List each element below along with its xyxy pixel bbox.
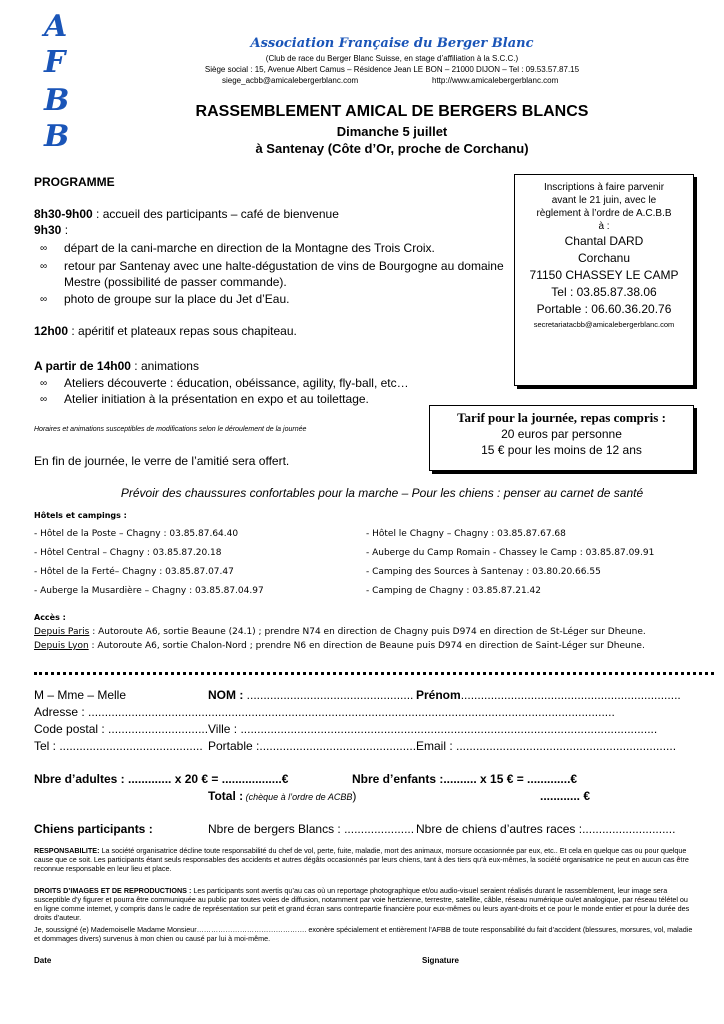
acces-lyon: Depuis Lyon : Autoroute A6, sortie Chalon-Nord ; prendre N6 en direction de Beaune puis D974 en direction de Saint-Léger sur Dheune.: [34, 641, 645, 651]
bullet-icon: ∞: [40, 294, 48, 305]
tarif-child: 15 € pour les moins de 12 ans: [481, 443, 642, 457]
soussigne-text: Je, soussigné (e) Mademoiselle Madame Monsieur………………………………………. exonère spécialement et entièrement l’AFBB de toute responsabilité du fait d’accident (blessures, morsures, vol, maladie et dommages divers) survenus à mon chien ou causé par lui à moi-même.: [34, 925, 693, 943]
logo-letter-b2: B: [44, 119, 70, 154]
signature-label: Signature: [422, 956, 459, 965]
programme-note: Horaires et animations susceptibles de modifications selon le déroulement de la journée: [34, 426, 307, 433]
logo-letter-a: A: [44, 9, 68, 44]
tarif-box: [429, 405, 694, 471]
programme-end: En fin de journée, le verre de l’amitié sera offert.: [34, 454, 290, 468]
tarif-adult: 20 euros par personne: [501, 427, 622, 441]
inscriptions-line-3: règlement à l’ordre de A.C.B.B: [536, 208, 672, 219]
nbre-enfants-field[interactable]: Nbre d’enfants :.......... x 15 € = .............€: [352, 772, 578, 786]
inscriptions-box: [514, 174, 694, 386]
acces-heading: Accès :: [34, 613, 66, 622]
programme-item-4: A partir de 14h00 : animations: [34, 359, 199, 373]
programme-bullet-2: retour par Santenay avec une halte-dégustation de vins de Bourgogne au domaine: [64, 259, 504, 273]
chiens-label: Chiens participants :: [34, 822, 153, 836]
programme-bullet-4: Ateliers découverte : éducation, obéissance, agility, fly-ball, etc…: [64, 376, 409, 390]
inscriptions-email: secretariatacbb@amicalebergerblanc.com: [533, 320, 675, 329]
programme-heading: PROGRAMME: [34, 175, 115, 189]
association-website: http://www.amicalebergerblanc.com: [432, 76, 559, 85]
inscriptions-portable: Portable : 06.60.36.20.76: [536, 302, 672, 316]
tarif-title: Tarif pour la journée, repas compris :: [457, 410, 666, 425]
hotel-right-4: - Camping de Chagny : 03.85.87.21.42: [366, 586, 541, 596]
cut-line: [34, 672, 714, 675]
programme-item-2: 9h30 :: [34, 223, 69, 237]
inscriptions-tel: Tel : 03.85.87.38.06: [551, 285, 657, 299]
total-amount[interactable]: ............ €: [540, 789, 591, 803]
portable-field[interactable]: Portable :...............................................: [208, 739, 417, 753]
email-field[interactable]: Email : ..................................................................: [416, 739, 677, 753]
date-label: Date: [34, 956, 52, 965]
programme-bullet-3: photo de groupe sur la place du Jet d’Eau.: [64, 292, 290, 306]
event-date: Dimanche 5 juillet: [336, 124, 448, 139]
programme-bullet-2b: Mestre (possibilité de passer commande).: [64, 275, 287, 289]
bullet-icon: ∞: [40, 378, 48, 389]
association-address: Siège social : 15, Avenue Albert Camus – Résidence Jean LE BON – 21000 DIJON – Tel : 09.53.57.87.15: [204, 65, 580, 74]
ville-field[interactable]: Ville : .............................................................................................................................: [208, 722, 658, 736]
hotels-heading: Hôtels et campings :: [34, 511, 127, 520]
adresse-field[interactable]: Adresse : ..............................................................................................................................................................: [34, 705, 615, 719]
inscriptions-postal: 71150 CHASSEY LE CAMP: [529, 268, 679, 282]
total-field[interactable]: Total : (chèque à l’ordre de ACBB): [208, 789, 357, 803]
nbre-adultes-field[interactable]: Nbre d’adultes : ............. x 20 € = ..................€: [34, 772, 289, 786]
nom-field[interactable]: NOM : ..................................................: [208, 688, 414, 702]
nbre-autres-chiens-field[interactable]: Nbre de chiens d’autres races :............................: [416, 822, 676, 836]
hotel-left-1: - Hôtel de la Poste – Chagny : 03.85.87.64.40: [34, 529, 239, 539]
bullet-icon: ∞: [40, 394, 48, 405]
acces-paris: Depuis Paris : Autoroute A6, sortie Beaune (24.1) ; prendre N74 en direction de Chagny puis D974 en direction de St-Léger sur Dheune.: [34, 627, 646, 637]
hotel-right-3: - Camping des Sources à Santenay : 03.80.20.66.55: [366, 567, 601, 577]
programme-bullet-1: départ de la cani-marche en direction de la Montagne des Trois Croix.: [64, 241, 435, 255]
tel-field[interactable]: Tel : ...........................................: [34, 739, 203, 753]
hotel-right-2: - Auberge du Camp Romain - Chassey le Camp : 03.85.87.09.91: [366, 548, 655, 558]
droits-images-text: DROITS D’IMAGES ET DE REPRODUCTIONS : Les participants sont avertis qu’au cas où un reportage photographique et/ou audio-visuel seraient réalisés durant le rassemblement, leur image sera susceptible d’y figurer et pourra être communiquée au public par toutes voies de diffusion, notamment par voie hertzienne, terrestre, satellite, câble, réseau numérique ou/et analogique, par réseau télétel ou en ligne comme internet, y compris dans le cadre de représentation sur petit et grand écran sans contrepartie financière pour eux-mêmes ou leurs ayant-droits et ce pour le monde entier et pour la durée des droits d’auteur.: [34, 886, 690, 922]
hotel-left-4: - Auberge la Musardière – Chagny : 03.85.87.04.97: [34, 586, 264, 596]
responsabilite-text: RESPONSABILITE: La société organisatrice décline toute responsabilité du chef de vol, perte, fuite, maladie, mort des animaux, morsure occasionnée par eux, etc.. Et cela en quelque cas ou pour quelque cause que ce soit. Les participants étant seuls responsables des accidents et autres dégâts occasionnés par leurs chiens, tant à des tiers qu’à eux-mêmes, la société organisatrice ne peut en aucun cas être reconnue responsable en leur lieu et place.: [34, 846, 689, 873]
prenom-field[interactable]: Prénom..................................................................: [416, 688, 681, 702]
programme-item-3: 12h00 : apéritif et plateaux repas sous chapiteau.: [34, 324, 297, 338]
bullet-icon: ∞: [40, 243, 48, 254]
logo-letter-b1: B: [44, 83, 70, 118]
inscriptions-line-1: Inscriptions à faire parvenir: [543, 182, 665, 193]
logo-letter-f: F: [44, 45, 66, 80]
association-subtitle: (Club de race du Berger Blanc Suisse, en stage d’affiliation à la S.C.C.): [265, 54, 519, 63]
inscriptions-line-2: avant le 21 juin, avec le: [551, 195, 657, 206]
code-postal-field[interactable]: Code postal : ..............................: [34, 722, 209, 736]
hotel-left-3: - Hôtel de la Ferté– Chagny : 03.85.87.07.47: [34, 567, 234, 577]
inscriptions-city: Corchanu: [577, 251, 631, 265]
bullet-icon: ∞: [40, 261, 48, 272]
programme-item-1: 8h30-9h00 : accueil des participants – café de bienvenue: [34, 207, 339, 221]
hotel-left-2: - Hôtel Central – Chagny : 03.85.87.20.18: [34, 548, 222, 558]
association-email: siege_acbb@amicalebergerblanc.com: [222, 76, 359, 85]
event-title: RASSEMBLEMENT AMICAL DE BERGERS BLANCS: [195, 103, 589, 120]
programme-bullet-5: Atelier initiation à la présentation en expo et au toilettage.: [64, 392, 369, 406]
hotel-right-1: - Hôtel le Chagny – Chagny : 03.85.87.67.68: [366, 529, 566, 539]
association-name: Association Française du Berger Blanc: [250, 36, 534, 51]
inscriptions-name: Chantal DARD: [564, 234, 644, 248]
prevoir-note: Prévoir des chaussures confortables pour la marche – Pour les chiens : penser au carnet de santé: [120, 486, 644, 500]
civilite-label: M – Mme – Melle: [34, 688, 127, 702]
inscriptions-line-4: à :: [598, 221, 610, 232]
nbre-bergers-blancs-field[interactable]: Nbre de bergers Blancs : .....................: [208, 822, 415, 836]
event-place: à Santenay (Côte d’Or, proche de Corchanu): [255, 141, 529, 156]
